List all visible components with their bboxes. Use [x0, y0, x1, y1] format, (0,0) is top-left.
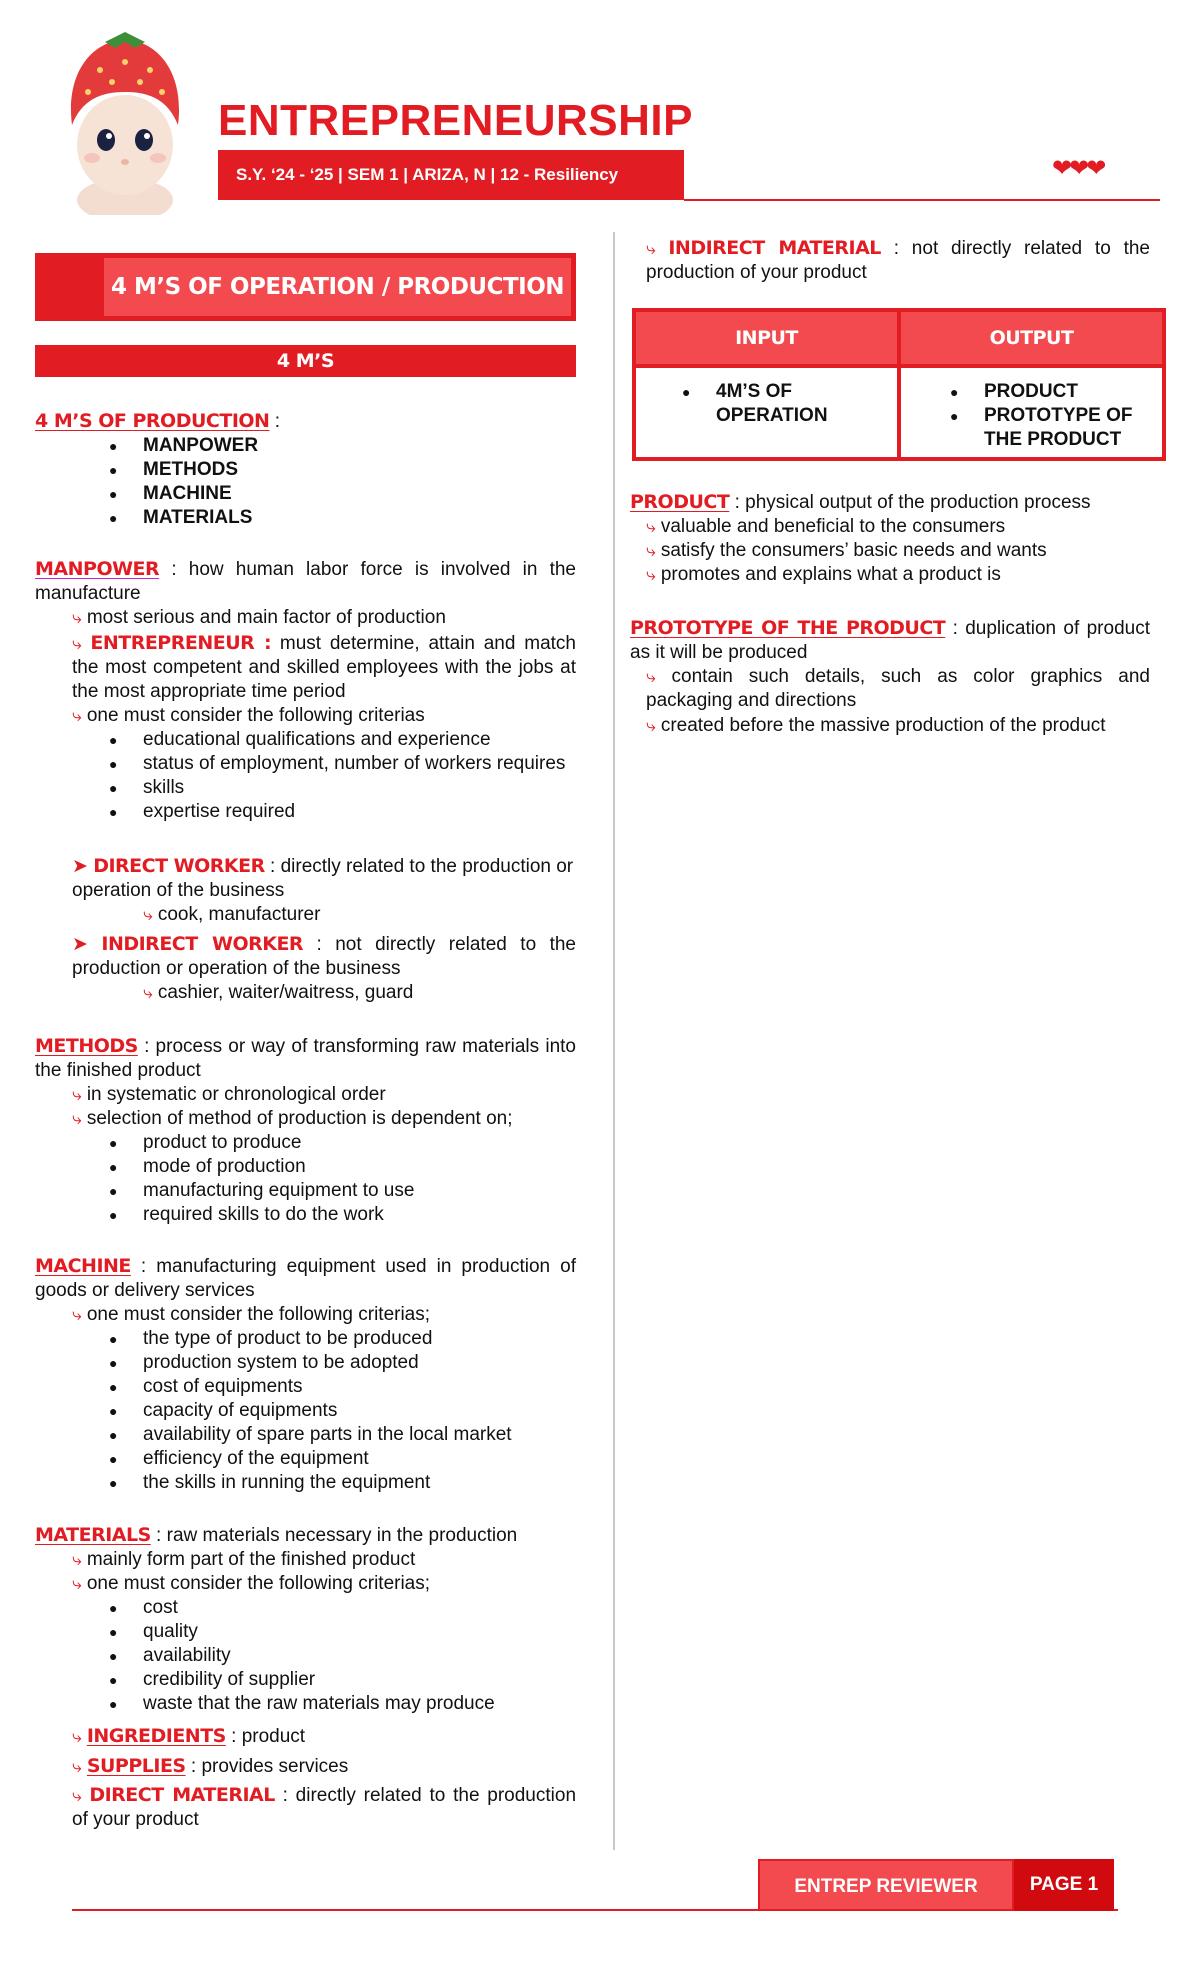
- methods-list: [143, 1131, 414, 1227]
- table-header-input: INPUT: [636, 312, 897, 364]
- hook-icon: ⤷: [646, 565, 656, 584]
- methods-heading: METHODS: [35, 1035, 138, 1057]
- list-item: ● capacity of equipments: [143, 1399, 512, 1423]
- direct-worker-example: ⤷ cook, manufacturer: [143, 904, 321, 925]
- list-item: ● MATERIALS: [143, 506, 258, 530]
- hook-icon: ⤷: [143, 905, 153, 924]
- table-output-list: [984, 380, 1144, 452]
- methods-point: ⤷ selection of method of production is dependent on;: [72, 1108, 513, 1129]
- list-item: ● credibility of supplier: [143, 1668, 495, 1692]
- table-header-output: OUTPUT: [901, 312, 1162, 364]
- section-title: 4 M’S OF OPERATION / PRODUCTION: [104, 258, 571, 316]
- hook-icon: ⤷: [72, 1109, 82, 1128]
- product-heading: PRODUCT: [630, 491, 730, 513]
- list-item: ● quality: [143, 1620, 495, 1644]
- machine-list: [143, 1327, 512, 1495]
- list-item: ● cost: [143, 1596, 495, 1620]
- footer-label: ENTREP REVIEWER: [758, 1859, 1014, 1911]
- machine-point: ⤷ one must consider the following criterias;: [72, 1304, 431, 1325]
- methods-point: ⤷ in systematic or chronological order: [72, 1084, 386, 1105]
- prototype-point: ⤷ created before the massive production of the product: [646, 715, 1106, 736]
- direct-worker: ➤ DIRECT WORKER : directly related to the production or operation of the business: [72, 855, 574, 901]
- table-divider: [897, 312, 901, 457]
- supplies-point: ⤷ SUPPLIES : provides services: [72, 1755, 349, 1777]
- indirect-worker: ➤ INDIRECT WORKER : not directly related to the production or operation of the business: [72, 933, 576, 979]
- table-divider: [636, 364, 1162, 368]
- hook-icon: ⤷: [72, 1727, 82, 1746]
- list-item: ● mode of production: [143, 1155, 414, 1179]
- hook-icon: ⤷: [72, 1574, 82, 1593]
- four-ms-heading-line: 4 M’S OF PRODUCTION :: [35, 410, 281, 432]
- product-point: ⤷ valuable and beneficial to the consumers: [646, 516, 1006, 537]
- arrow-icon: ➤: [72, 856, 88, 877]
- strawberry-doll-image: [50, 30, 200, 215]
- hook-icon: ⤷: [646, 517, 656, 536]
- hook-icon: ⤷: [646, 667, 656, 686]
- materials-point: ⤷ mainly form part of the finished product: [72, 1549, 416, 1570]
- materials-definition: MATERIALS : raw materials necessary in the production: [35, 1524, 518, 1546]
- list-item: ● availability: [143, 1644, 495, 1668]
- hook-icon: ⤷: [72, 1085, 82, 1104]
- list-item: ● status of employment, number of workers requires: [143, 752, 576, 776]
- hearts-icon: ❤❤❤: [1052, 155, 1104, 182]
- list-item: ● product to produce: [143, 1131, 414, 1155]
- list-item: ● availability of spare parts in the local market: [143, 1423, 512, 1447]
- hook-icon: ⤷: [646, 541, 656, 560]
- column-divider: [613, 232, 615, 1850]
- criteria-intro: ⤷ one must consider the following criterias: [72, 705, 425, 726]
- hook-icon: ⤷: [72, 608, 82, 627]
- table-cell: ● 4M’S OF OPERATION: [716, 380, 876, 428]
- hook-icon: ⤷: [72, 1305, 82, 1324]
- machine-heading: MACHINE: [35, 1255, 131, 1277]
- table-cell: ● PRODUCT: [984, 380, 1144, 404]
- hook-icon: ⤷: [72, 1757, 82, 1776]
- hook-icon: ⤷: [72, 1550, 82, 1569]
- ingredients-point: ⤷ INGREDIENTS : product: [72, 1725, 306, 1747]
- product-definition: PRODUCT : physical output of the production process: [630, 491, 1091, 513]
- page-title: ENTREPRENEURSHIP: [218, 96, 693, 145]
- four-ms-heading: 4 M’S OF PRODUCTION: [35, 410, 270, 432]
- methods-definition: METHODS : process or way of transforming raw materials into the finished product: [35, 1035, 576, 1081]
- prototype-point: ⤷ contain such details, such as color graphics and packaging and directions: [646, 666, 1151, 711]
- hook-icon: ⤷: [72, 634, 82, 653]
- manpower-point: ⤷ most serious and main factor of production: [72, 607, 446, 628]
- input-output-table: [632, 308, 1166, 461]
- product-point: ⤷ promotes and explains what a product is: [646, 564, 1001, 585]
- manpower-definition: MANPOWER : how human labor force is involved in the manufacture: [35, 558, 576, 604]
- four-ms-list: [143, 434, 258, 530]
- list-item: ● production system to be adopted: [143, 1351, 512, 1375]
- indirect-worker-example: ⤷ cashier, waiter/waitress, guard: [143, 982, 414, 1003]
- table-cell: ● PROTOTYPE OF THE PRODUCT: [984, 404, 1144, 452]
- manpower-heading: MANPOWER: [35, 558, 160, 580]
- direct-material-point: ⤷ DIRECT MATERIAL : directly related to the production of your product: [72, 1784, 577, 1830]
- indirect-material-point: ⤷ INDIRECT MATERIAL : not directly related to the production of your product: [646, 237, 1150, 283]
- page-number: PAGE 1: [1014, 1859, 1114, 1911]
- subsection-bar: 4 M’S: [35, 345, 576, 377]
- hook-icon: ⤷: [646, 716, 656, 735]
- prototype-heading: PROTOTYPE OF THE PRODUCT: [630, 617, 946, 639]
- prototype-definition: PROTOTYPE OF THE PRODUCT : duplication of product as it will be produced: [630, 617, 1150, 663]
- hook-icon: ⤷: [646, 239, 656, 258]
- table-input-list: [716, 380, 876, 428]
- list-item: ● the type of product to be produced: [143, 1327, 512, 1351]
- list-item: ● waste that the raw materials may produce: [143, 1692, 495, 1716]
- materials-list: [143, 1596, 495, 1716]
- list-item: ● manufacturing equipment to use: [143, 1179, 414, 1203]
- list-item: ● expertise required: [143, 800, 576, 824]
- list-item: ● MACHINE: [143, 482, 258, 506]
- list-item: ● efficiency of the equipment: [143, 1447, 512, 1471]
- product-point: ⤷ satisfy the consumers’ basic needs and wants: [646, 540, 1047, 561]
- materials-heading: MATERIALS: [35, 1524, 151, 1546]
- machine-definition: MACHINE : manufacturing equipment used in production of goods or delivery services: [35, 1255, 576, 1301]
- arrow-icon: ➤: [72, 934, 88, 955]
- list-item: ● educational qualifications and experience: [143, 728, 576, 752]
- hook-icon: ⤷: [143, 983, 153, 1002]
- subtitle-bar: S.Y. ‘24 - ‘25 | SEM 1 | ARIZA, N | 12 - Resiliency: [218, 150, 684, 200]
- list-item: ● required skills to do the work: [143, 1203, 414, 1227]
- list-item: ● cost of equipments: [143, 1375, 512, 1399]
- materials-point: ⤷ one must consider the following criterias;: [72, 1573, 431, 1594]
- entrepreneur-point: ⤷ ENTREPRENEUR : must determine, attain and match the most competent and skilled employees with the jobs at the most appropriate time period: [72, 632, 577, 702]
- header-rule: [684, 199, 1160, 201]
- list-item: ● MANPOWER: [143, 434, 258, 458]
- hook-icon: ⤷: [72, 706, 82, 725]
- hook-icon: ⤷: [72, 1786, 82, 1805]
- list-item: ● the skills in running the equipment: [143, 1471, 512, 1495]
- list-item: ● skills: [143, 776, 576, 800]
- manpower-criteria-list: [143, 728, 576, 824]
- list-item: ● METHODS: [143, 458, 258, 482]
